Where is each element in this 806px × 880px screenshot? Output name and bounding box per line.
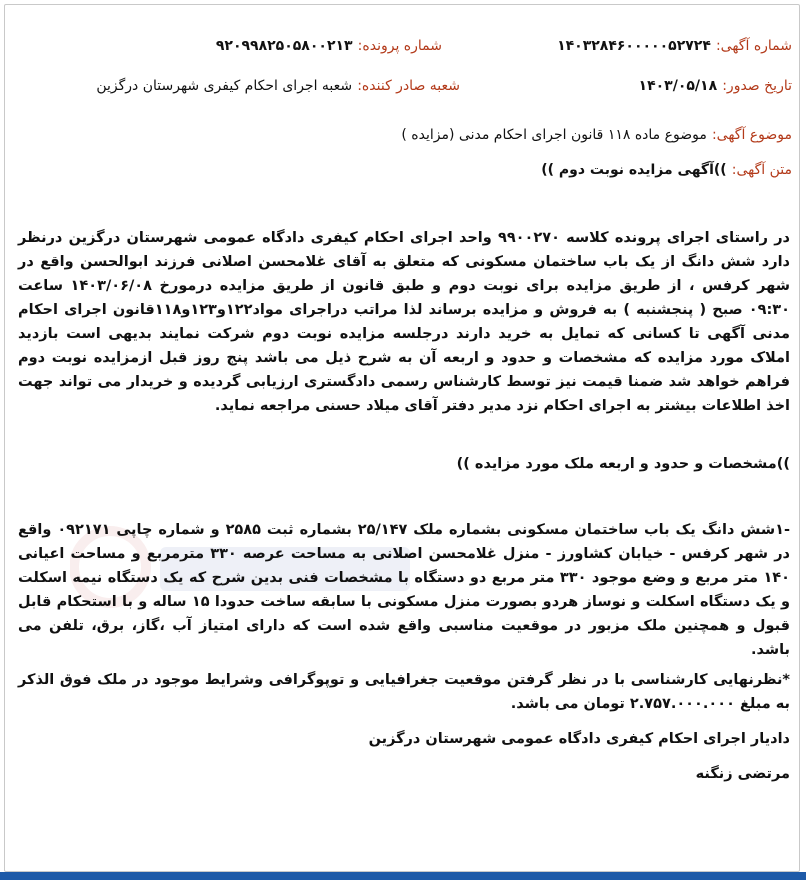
subject [401, 124, 792, 143]
notice-number-value: ۱۴۰۳۲۸۴۶۰۰۰۰۰۵۲۷۲۴ [557, 38, 711, 54]
text-label: متن آگهی: [731, 162, 792, 178]
issue-date-value: ۱۴۰۳/۰۵/۱۸ [638, 78, 718, 94]
issuer [96, 75, 460, 94]
body-paragraph-1: در راستای اجرای پرونده کلاسه ۹۹۰۰۲۷۰ واحد اجرای احکام کیفری دادگاه عمومی شهرستان درگزین درنظر دارد شش دانگ از یک باب ساختمان مسکونی که متعلق به آقای غلامحسن اصلانی فرزند ابوالحسن واقع در شهر کرفس ، از طریق مزایده برای نوبت دوم و طبق قانون از طریق مزایده درمورخ ۱۴۰۳/۰۶/۰۸ ساعت ۰۹:۳۰ صبح ( پنجشنبه ) به فروش و مزایده برساند لذا مراتب دراجرای مواد۱۲۲و۱۲۳و۱۱۸قانون اجرای احکام مدنی آگهی تا کسانی که تمایل به خرید دارند درجلسه مزایده نوبت دوم شرکت نمایند بدیهی است بازدید املاک مورد مزایده که مشخصات و حدود و اربعه آن به شرح ذیل می باشد پنج روز قبل ازمزایده نوبت دوم فراهم خواهد شد ضمنا قیمت نیز توسط کارشناس رسمی دادگستری ارزیابی گردیده و خریدار می تواند جهت اخذ اطلاعات بیشتر به اجرای احکام نزد مدیر دفتر آقای میلاد حسنی مراجعه نماید. [18, 230, 790, 414]
issuer-value: شعبه اجرای احکام کیفری شهرستان درگزین [96, 78, 353, 94]
bottom-bar [0, 872, 806, 880]
issue-date [639, 75, 792, 94]
section-title: ))مشخصات و حدود و اربعه ملک مورد مزایده )) [456, 456, 790, 472]
notice-number [557, 35, 792, 54]
signature-name: مرتضی زنگنه [695, 766, 790, 782]
signature-title: دادیار اجرای احکام کیفری دادگاه عمومی شهرستان درگزین [368, 731, 790, 747]
text-title: ))آگهی مزایده نوبت دوم )) [541, 162, 727, 178]
file-number [216, 35, 442, 54]
body-paragraph-2: -۱شش دانگ یک باب ساختمان مسکونی بشماره ملک ۲۵/۱۴۷ بشماره ثبت ۲۵۸۵ و شماره چاپی ۰۹۲۱۷۱ واقع در شهر کرفس - خیابان کشاورز - منزل غلامحسن اصلانی به مساحت عرصه ۳۳۰ مترمربع و مساحت اعیانی ۱۴۰ متر مربع و وضع موجود ۳۳۰ متر مربع دو دستگاه با مشخصات فنی بدین شرح که یک دستگاه نیمه اسکلت و یک دستگاه اسکلت و نوساز هردو بصورت منزل مسکونی با سابقه ساخت حدودا ۱۵ ساله و با استحکام قابل قبول و همچنین ملک مزبور در موقعیت مناسبی واقع شده است که دارای امتیاز آب ،گاز، برق، تلفن می باشد. [18, 522, 790, 658]
subject-label: موضوع آگهی: [711, 127, 792, 143]
notice-number-label: شماره آگهی: [715, 38, 792, 54]
issuer-label: شعبه صادر کننده: [357, 78, 460, 94]
issue-date-label: تاریخ صدور: [722, 78, 792, 94]
file-number-label: شماره پرونده: [357, 38, 442, 54]
subject-value: موضوع ماده ۱۱۸ قانون اجرای احکام مدنی (مزایده ) [401, 127, 707, 143]
file-number-value: ۹۲۰۹۹۸۲۵۰۵۸۰۰۲۱۳ [215, 38, 353, 54]
text-heading [541, 159, 792, 178]
body-paragraph-3: *نظرنهایی کارشناسی با در نظر گرفتن موقعیت جغرافیایی و توپوگرافی وشرایط موجود در ملک فوق الذکر به مبلغ ۲.۷۵۷.۰۰۰.۰۰۰ تومان می باشد. [18, 672, 790, 712]
